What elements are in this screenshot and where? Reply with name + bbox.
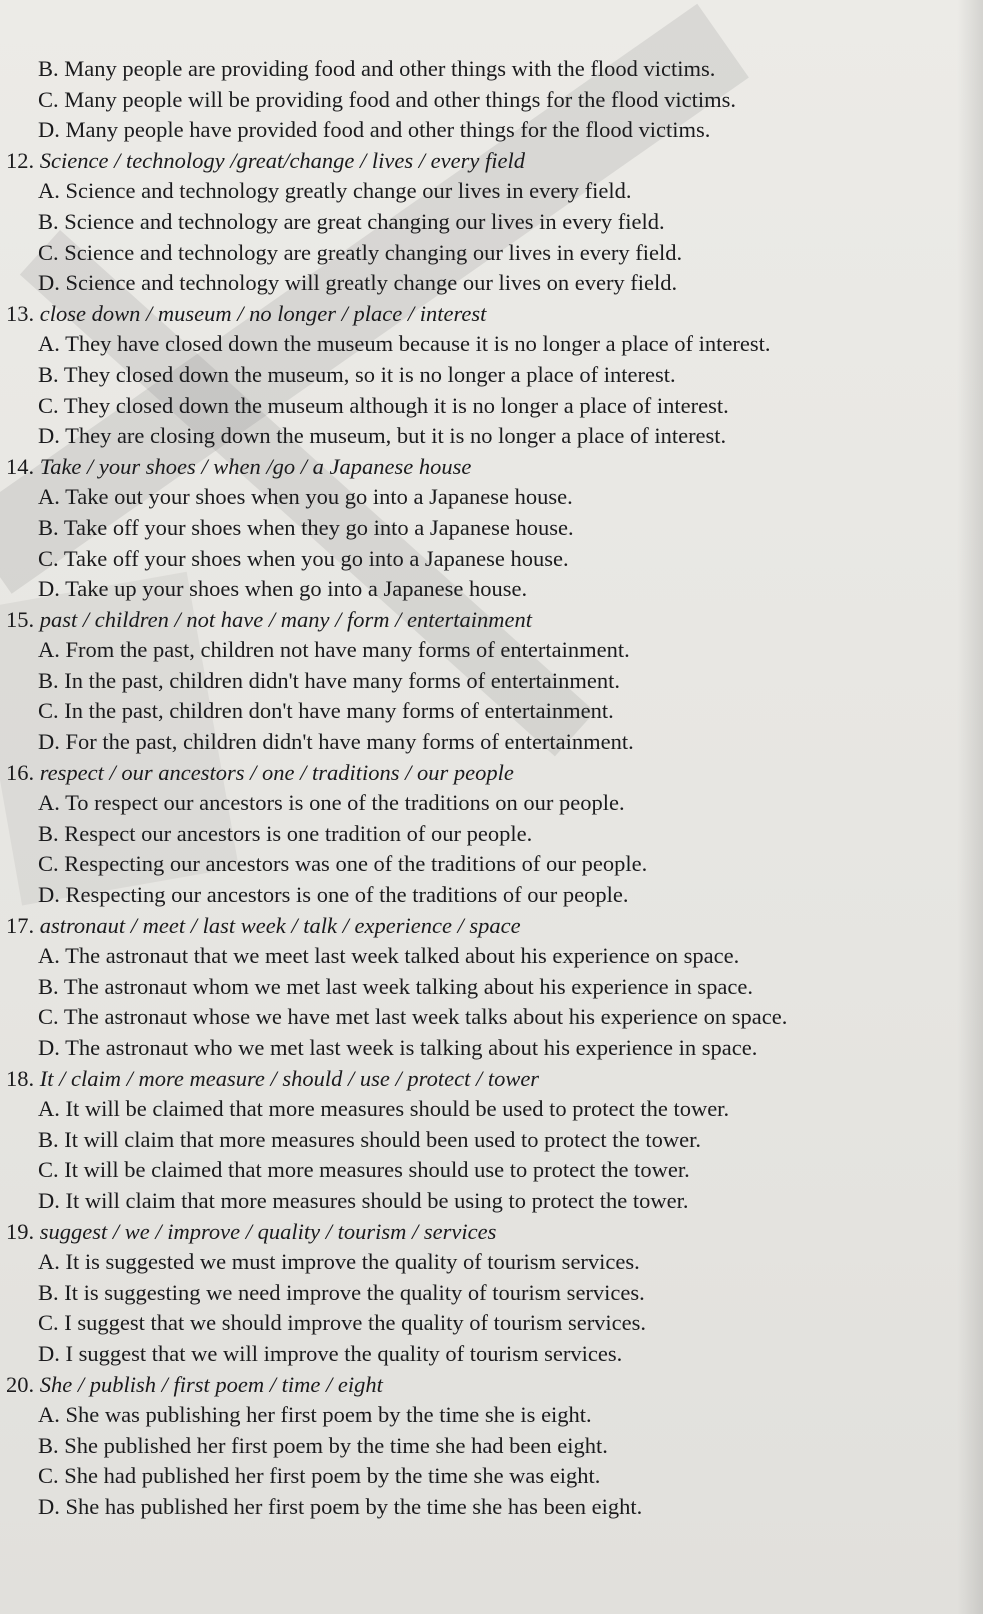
option-text: She was publishing her first poem by the time she is eight. (65, 1402, 592, 1428)
option-text: It will claim that more measures should be using to protect the tower. (65, 1187, 689, 1213)
question-prompt (0, 1064, 960, 1095)
option-letter: C. (38, 851, 59, 877)
option-line (0, 421, 960, 452)
option-letter: B. (38, 1279, 59, 1305)
option-letter: D. (38, 270, 60, 296)
option-letter: C. (38, 698, 59, 724)
question-number: 18. (6, 1065, 35, 1091)
option-text: Respecting our ancestors is one of the traditions of our people. (65, 882, 629, 908)
question-prompt (0, 452, 960, 483)
option-line (0, 1492, 960, 1523)
option-line (0, 696, 960, 727)
option-line (0, 880, 960, 911)
page-edge-shadow (957, 0, 983, 1614)
option-line (0, 788, 960, 819)
option-text: Many people are providing food and other things with the flood victims. (64, 56, 716, 81)
option-text: She had published her first poem by the time she was eight. (64, 1463, 601, 1489)
option-text: It is suggested we must improve the quality of tourism services. (65, 1249, 640, 1275)
option-text: In the past, children don't have many forms of entertainment. (64, 698, 614, 724)
option-text: They have closed down the museum because it is no longer a place of interest. (65, 331, 771, 357)
question-prompt (0, 605, 960, 636)
option-letter: B. (38, 56, 59, 81)
question-number: 20. (6, 1371, 35, 1397)
question-number: 14. (6, 453, 35, 479)
option-line (0, 1033, 960, 1064)
option-text: The astronaut that we meet last week talked about his experience on space. (65, 943, 740, 969)
option-letter: A. (38, 331, 60, 357)
option-line (0, 268, 960, 299)
option-text: They closed down the museum although it is no longer a place of interest. (63, 392, 729, 418)
option-text: She published her first poem by the time she had been eight. (64, 1432, 608, 1458)
question-number: 15. (6, 606, 35, 632)
option-letter: D. (38, 576, 60, 602)
option-line (0, 1431, 960, 1462)
option-line (0, 1278, 960, 1309)
exercise-list (0, 54, 960, 1523)
option-line (0, 54, 960, 85)
option-letter: C. (38, 1004, 59, 1030)
question-cues: She / publish / first poem / time / eight (39, 1371, 383, 1397)
option-line (0, 819, 960, 850)
question-prompt (0, 1217, 960, 1248)
option-letter: C. (38, 239, 59, 265)
option-line (0, 1308, 960, 1339)
option-line (0, 1155, 960, 1186)
option-line (0, 1247, 960, 1278)
option-line (0, 1461, 960, 1492)
option-line (0, 666, 960, 697)
option-text: Many people will be providing food and other things for the flood victims. (64, 86, 737, 112)
option-line (0, 1002, 960, 1033)
option-text: Respect our ancestors is one tradition of our people. (64, 820, 533, 846)
option-text: The astronaut who we met last week is talking about his experience in space. (65, 1035, 758, 1060)
option-letter: A. (38, 790, 60, 816)
question-prompt (0, 146, 960, 177)
option-line (0, 544, 960, 575)
option-line (0, 85, 960, 116)
option-letter: D. (38, 1493, 60, 1519)
option-letter: A. (38, 1096, 60, 1122)
option-line (0, 1094, 960, 1125)
option-text: Science and technology will greatly change our lives on every field. (65, 270, 678, 296)
option-text: They are closing down the museum, but it is no longer a place of interest. (65, 423, 727, 449)
question-prompt (0, 911, 960, 942)
question-number: 13. (6, 300, 35, 326)
option-text: She has published her first poem by the time she has been eight. (65, 1493, 643, 1519)
option-text: The astronaut whom we met last week talking about his experience in space. (63, 973, 754, 999)
option-line (0, 391, 960, 422)
option-letter: C. (38, 1157, 59, 1183)
option-line (0, 1339, 960, 1370)
option-line (0, 1125, 960, 1156)
question-number: 12. (6, 147, 35, 173)
option-text: Science and technology are great changing our lives in every field. (64, 208, 665, 234)
option-text: Take up your shoes when go into a Japanese house. (65, 576, 528, 602)
option-letter: A. (38, 1402, 60, 1428)
option-letter: B. (38, 667, 59, 693)
option-letter: D. (38, 1340, 60, 1366)
option-line (0, 941, 960, 972)
option-letter: C. (38, 1310, 59, 1336)
option-letter: C. (38, 392, 59, 418)
question-cues: close down / museum / no longer / place / interest (39, 300, 487, 326)
question-cues: respect / our ancestors / one / traditions / our people (39, 759, 514, 785)
option-letter: A. (38, 943, 60, 969)
question-cues: past / children / not have / many / form / entertainment (39, 606, 532, 632)
option-letter: A. (38, 484, 60, 510)
option-text: To respect our ancestors is one of the traditions on our people. (65, 790, 625, 816)
option-text: I suggest that we will improve the quality of tourism services. (65, 1340, 623, 1366)
question-cues: It / claim / more measure / should / use / protect / tower (39, 1065, 540, 1091)
option-text: From the past, children not have many forms of entertainment. (65, 637, 630, 663)
option-letter: B. (38, 820, 59, 846)
option-line (0, 176, 960, 207)
option-letter: B. (38, 514, 59, 540)
option-line (0, 727, 960, 758)
question-cues: suggest / we / improve / quality / tourism / services (39, 1218, 497, 1244)
option-letter: D. (38, 882, 60, 908)
question-cues: astronaut / meet / last week / talk / experience / space (39, 912, 521, 938)
option-text: In the past, children didn't have many forms of entertainment. (64, 667, 621, 693)
option-text: Take out your shoes when you go into a Japanese house. (65, 484, 573, 510)
question-number: 19. (6, 1218, 35, 1244)
option-line (0, 360, 960, 391)
option-text: Take off your shoes when you go into a Japanese house. (63, 545, 569, 571)
option-letter: D. (38, 729, 60, 755)
question-prompt (0, 758, 960, 789)
question-number: 17. (6, 912, 35, 938)
option-letter: A. (38, 178, 60, 204)
option-text: Many people have provided food and other things for the flood victims. (65, 117, 711, 143)
option-line (0, 238, 960, 269)
option-text: For the past, children didn't have many forms of entertainment. (65, 729, 634, 755)
option-letter: B. (38, 973, 59, 999)
question-cues: Science / technology /great/change / lives / every field (39, 147, 525, 173)
option-line (0, 972, 960, 1003)
option-letter: C. (38, 1463, 59, 1489)
option-letter: D. (38, 117, 60, 143)
option-letter: A. (38, 637, 60, 663)
option-letter: C. (38, 86, 59, 112)
option-line (0, 635, 960, 666)
option-text: It will claim that more measures should been used to protect the tower. (64, 1126, 701, 1152)
question-number: 16. (6, 759, 35, 785)
option-line (0, 513, 960, 544)
option-line (0, 849, 960, 880)
option-text: It will be claimed that more measures should be used to protect the tower. (65, 1096, 730, 1122)
option-letter: B. (38, 361, 59, 387)
question-prompt (0, 1370, 960, 1401)
option-line (0, 574, 960, 605)
option-letter: D. (38, 1187, 60, 1213)
option-letter: B. (38, 208, 59, 234)
option-letter: C. (38, 545, 59, 571)
option-letter: D. (38, 1035, 60, 1060)
option-text: Science and technology greatly change our lives in every field. (65, 178, 632, 204)
question-prompt (0, 299, 960, 330)
option-line (0, 1186, 960, 1217)
option-line (0, 329, 960, 360)
option-text: I suggest that we should improve the quality of tourism services. (64, 1310, 647, 1336)
option-letter: A. (38, 1249, 60, 1275)
option-line (0, 482, 960, 513)
option-letter: D. (38, 423, 60, 449)
option-line (0, 207, 960, 238)
option-text: They closed down the museum, so it is no longer a place of interest. (63, 361, 676, 387)
option-line (0, 115, 960, 146)
option-text: Science and technology are greatly changing our lives in every field. (64, 239, 683, 265)
option-letter: B. (38, 1432, 59, 1458)
option-letter: B. (38, 1126, 59, 1152)
option-text: Respecting our ancestors was one of the traditions of our people. (64, 851, 648, 877)
option-text: The astronaut whose we have met last week talks about his experience on space. (63, 1004, 788, 1030)
option-text: Take off your shoes when they go into a Japanese house. (63, 514, 574, 540)
option-line (0, 1400, 960, 1431)
question-cues: Take / your shoes / when /go / a Japanese house (39, 453, 472, 479)
option-text: It is suggesting we need improve the quality of tourism services. (64, 1279, 645, 1305)
option-text: It will be claimed that more measures should use to protect the tower. (64, 1157, 690, 1183)
